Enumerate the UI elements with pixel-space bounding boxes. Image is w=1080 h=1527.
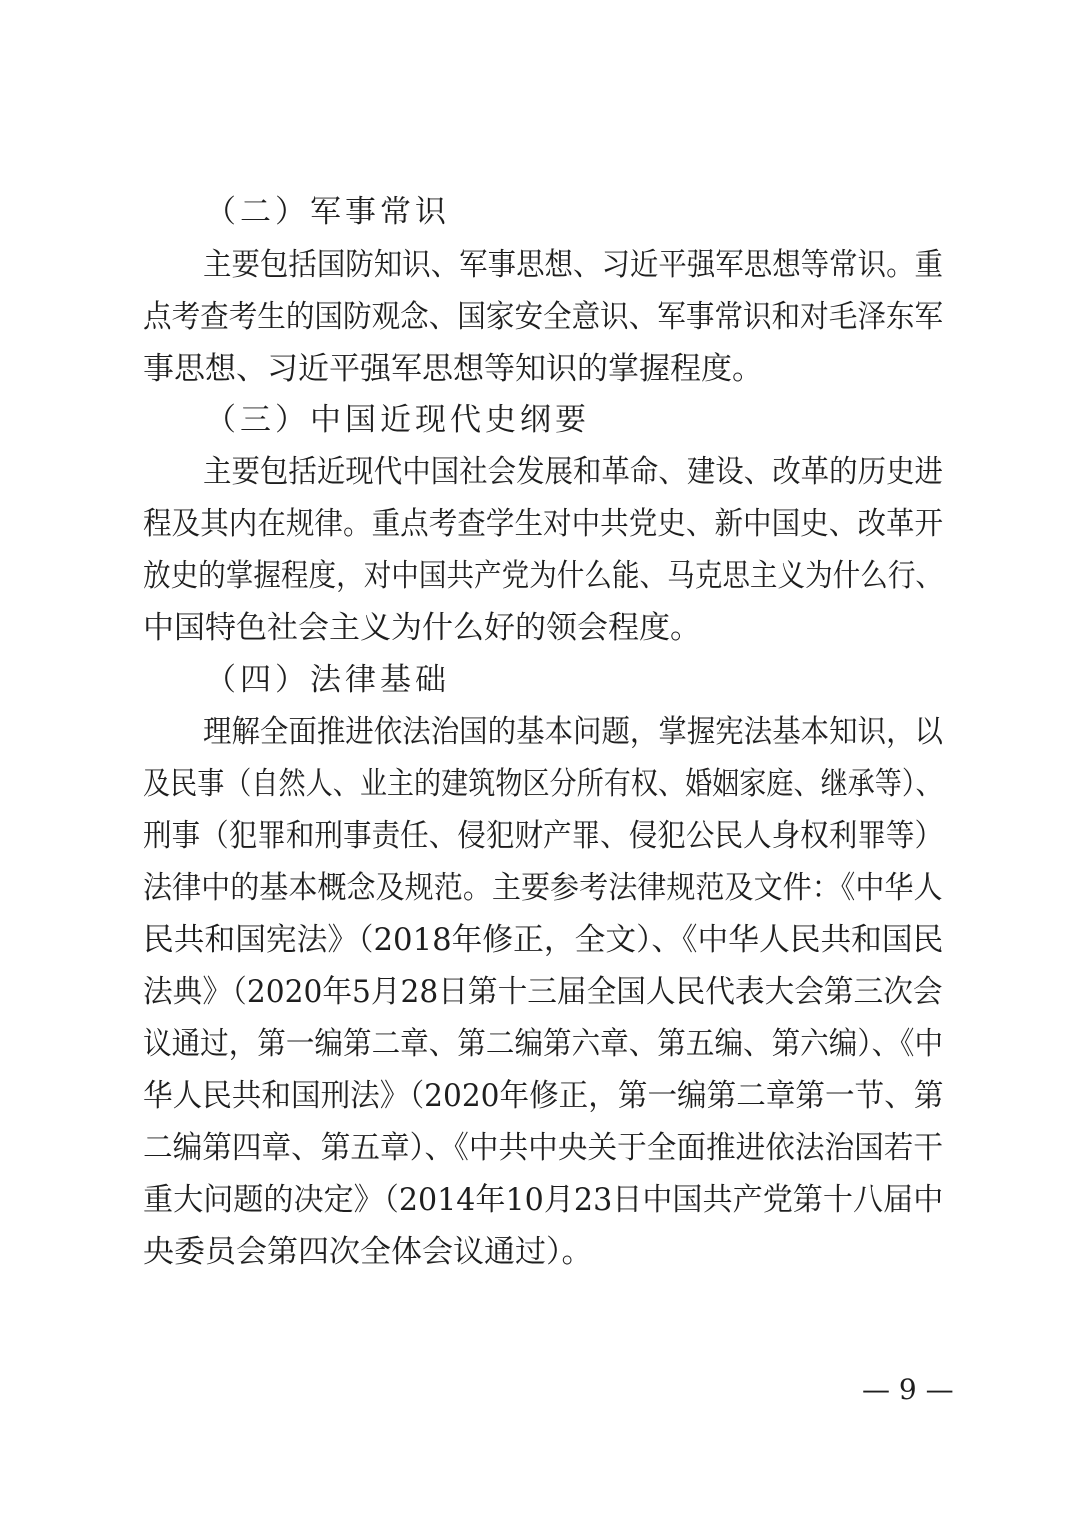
paragraph-line: 议通过，第一编第二章、第二编第六章、第五编、第六编）、《中 [143,1026,944,1062]
section-heading-military: （二）军事常识 [205,194,450,230]
page-number: — 9 — [862,1373,954,1406]
paragraph-line: 主要包括近现代中国社会发展和革命、建设、改革的历史进 [203,454,943,490]
paragraph-line: 央委员会第四次全体会议通过）。 [143,1234,593,1270]
paragraph-line: 事思想、习近平强军思想等知识的掌握程度。 [143,351,763,387]
paragraph-line: 中国特色社会主义为什么好的领会程度。 [143,610,701,646]
section-heading-law: （四）法律基础 [205,662,450,698]
section-heading-history: （三）中国近现代史纲要 [205,402,590,438]
paragraph-line: 二编第四章、第五章）、《中共中央关于全面推进依法治国若干 [143,1130,944,1166]
paragraph-line: 法律中的基本概念及规范。主要参考法律规范及文件：《中华人 [143,870,943,906]
paragraph-line: 刑事（犯罪和刑事责任、侵犯财产罪、侵犯公民人身权利罪等） [143,818,944,854]
paragraph-line: 主要包括国防知识、军事思想、习近平强军思想等常识。重 [203,247,943,283]
paragraph-line: 放史的掌握程度，对中国共产党为什么能、马克思主义为什么行、 [143,558,944,594]
paragraph-line: 程及其内在规律。重点考查学生对中共党史、新中国史、改革开 [143,506,944,542]
paragraph-line: 理解全面推进依法治国的基本问题，掌握宪法基本知识，以 [203,714,943,750]
paragraph-line: 民共和国宪法》（2018年修正，全文）、《中华人民共和国民 [143,922,944,958]
paragraph-line: 重大问题的决定》（2014年10月23日中国共产党第十八届中 [143,1182,944,1218]
paragraph-line: 点考查考生的国防观念、国家安全意识、军事常识和对毛泽东军 [143,299,944,335]
paragraph-line: 华人民共和国刑法》（2020年修正，第一编第二章第一节、第 [143,1078,944,1114]
page-footer [862,1372,954,1408]
paragraph-line: 法典》（2020年5月28日第十三届全国人民代表大会第三次会 [143,974,943,1010]
paragraph-line: 及民事（自然人、业主的建筑物区分所有权、婚姻家庭、继承等）、 [143,766,943,802]
